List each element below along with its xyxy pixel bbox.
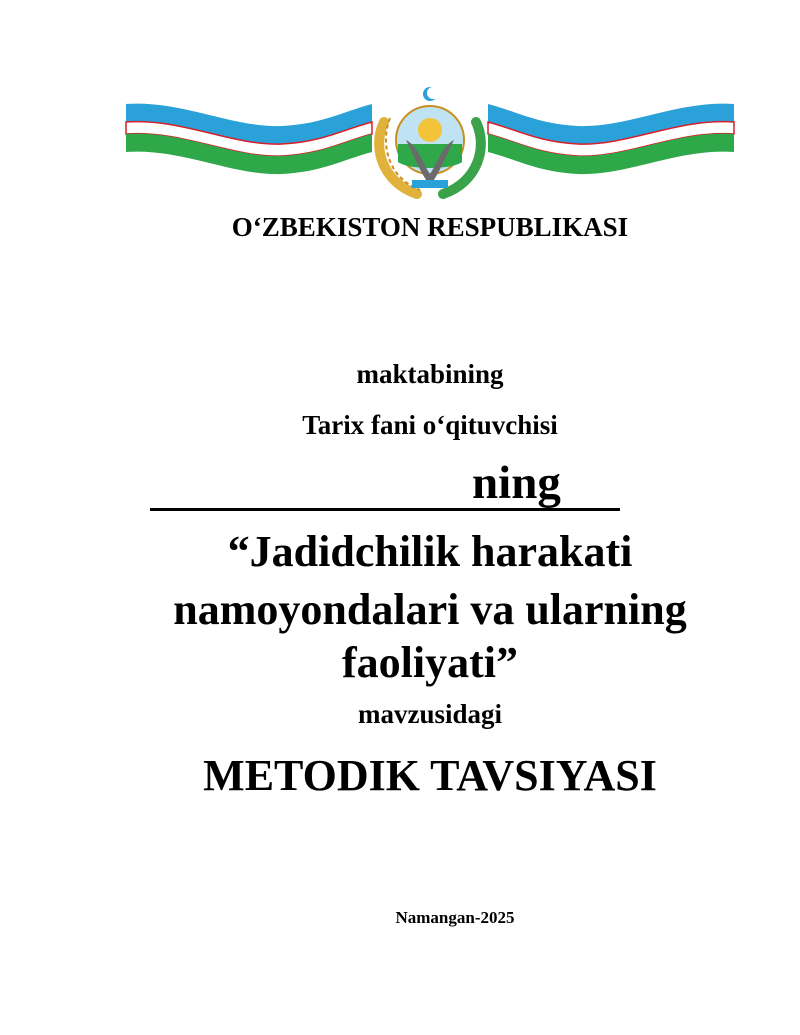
school-line: maktabining xyxy=(356,359,504,389)
place-and-year: Namangan-2025 xyxy=(395,908,515,927)
flag-ribbon-with-emblem xyxy=(122,82,738,200)
teacher-line: Tarix fani o‘qituvchisi xyxy=(302,410,558,440)
teacher-name-blank xyxy=(150,456,720,516)
name-suffix: ning xyxy=(472,457,561,509)
state-emblem-icon xyxy=(374,87,486,200)
topic-title-line-2: namoyondalari va ularning xyxy=(173,585,687,634)
topic-title-line-1: “Jadidchilik harakati xyxy=(227,527,633,576)
subject-line: mavzusidagi xyxy=(357,699,503,729)
document-type-heading: METODIK TAVSIYASI xyxy=(203,751,657,800)
country-heading: O‘ZBEKISTON RESPUBLIKASI xyxy=(231,212,629,242)
topic-title-line-3: faoliyati” xyxy=(342,638,518,687)
